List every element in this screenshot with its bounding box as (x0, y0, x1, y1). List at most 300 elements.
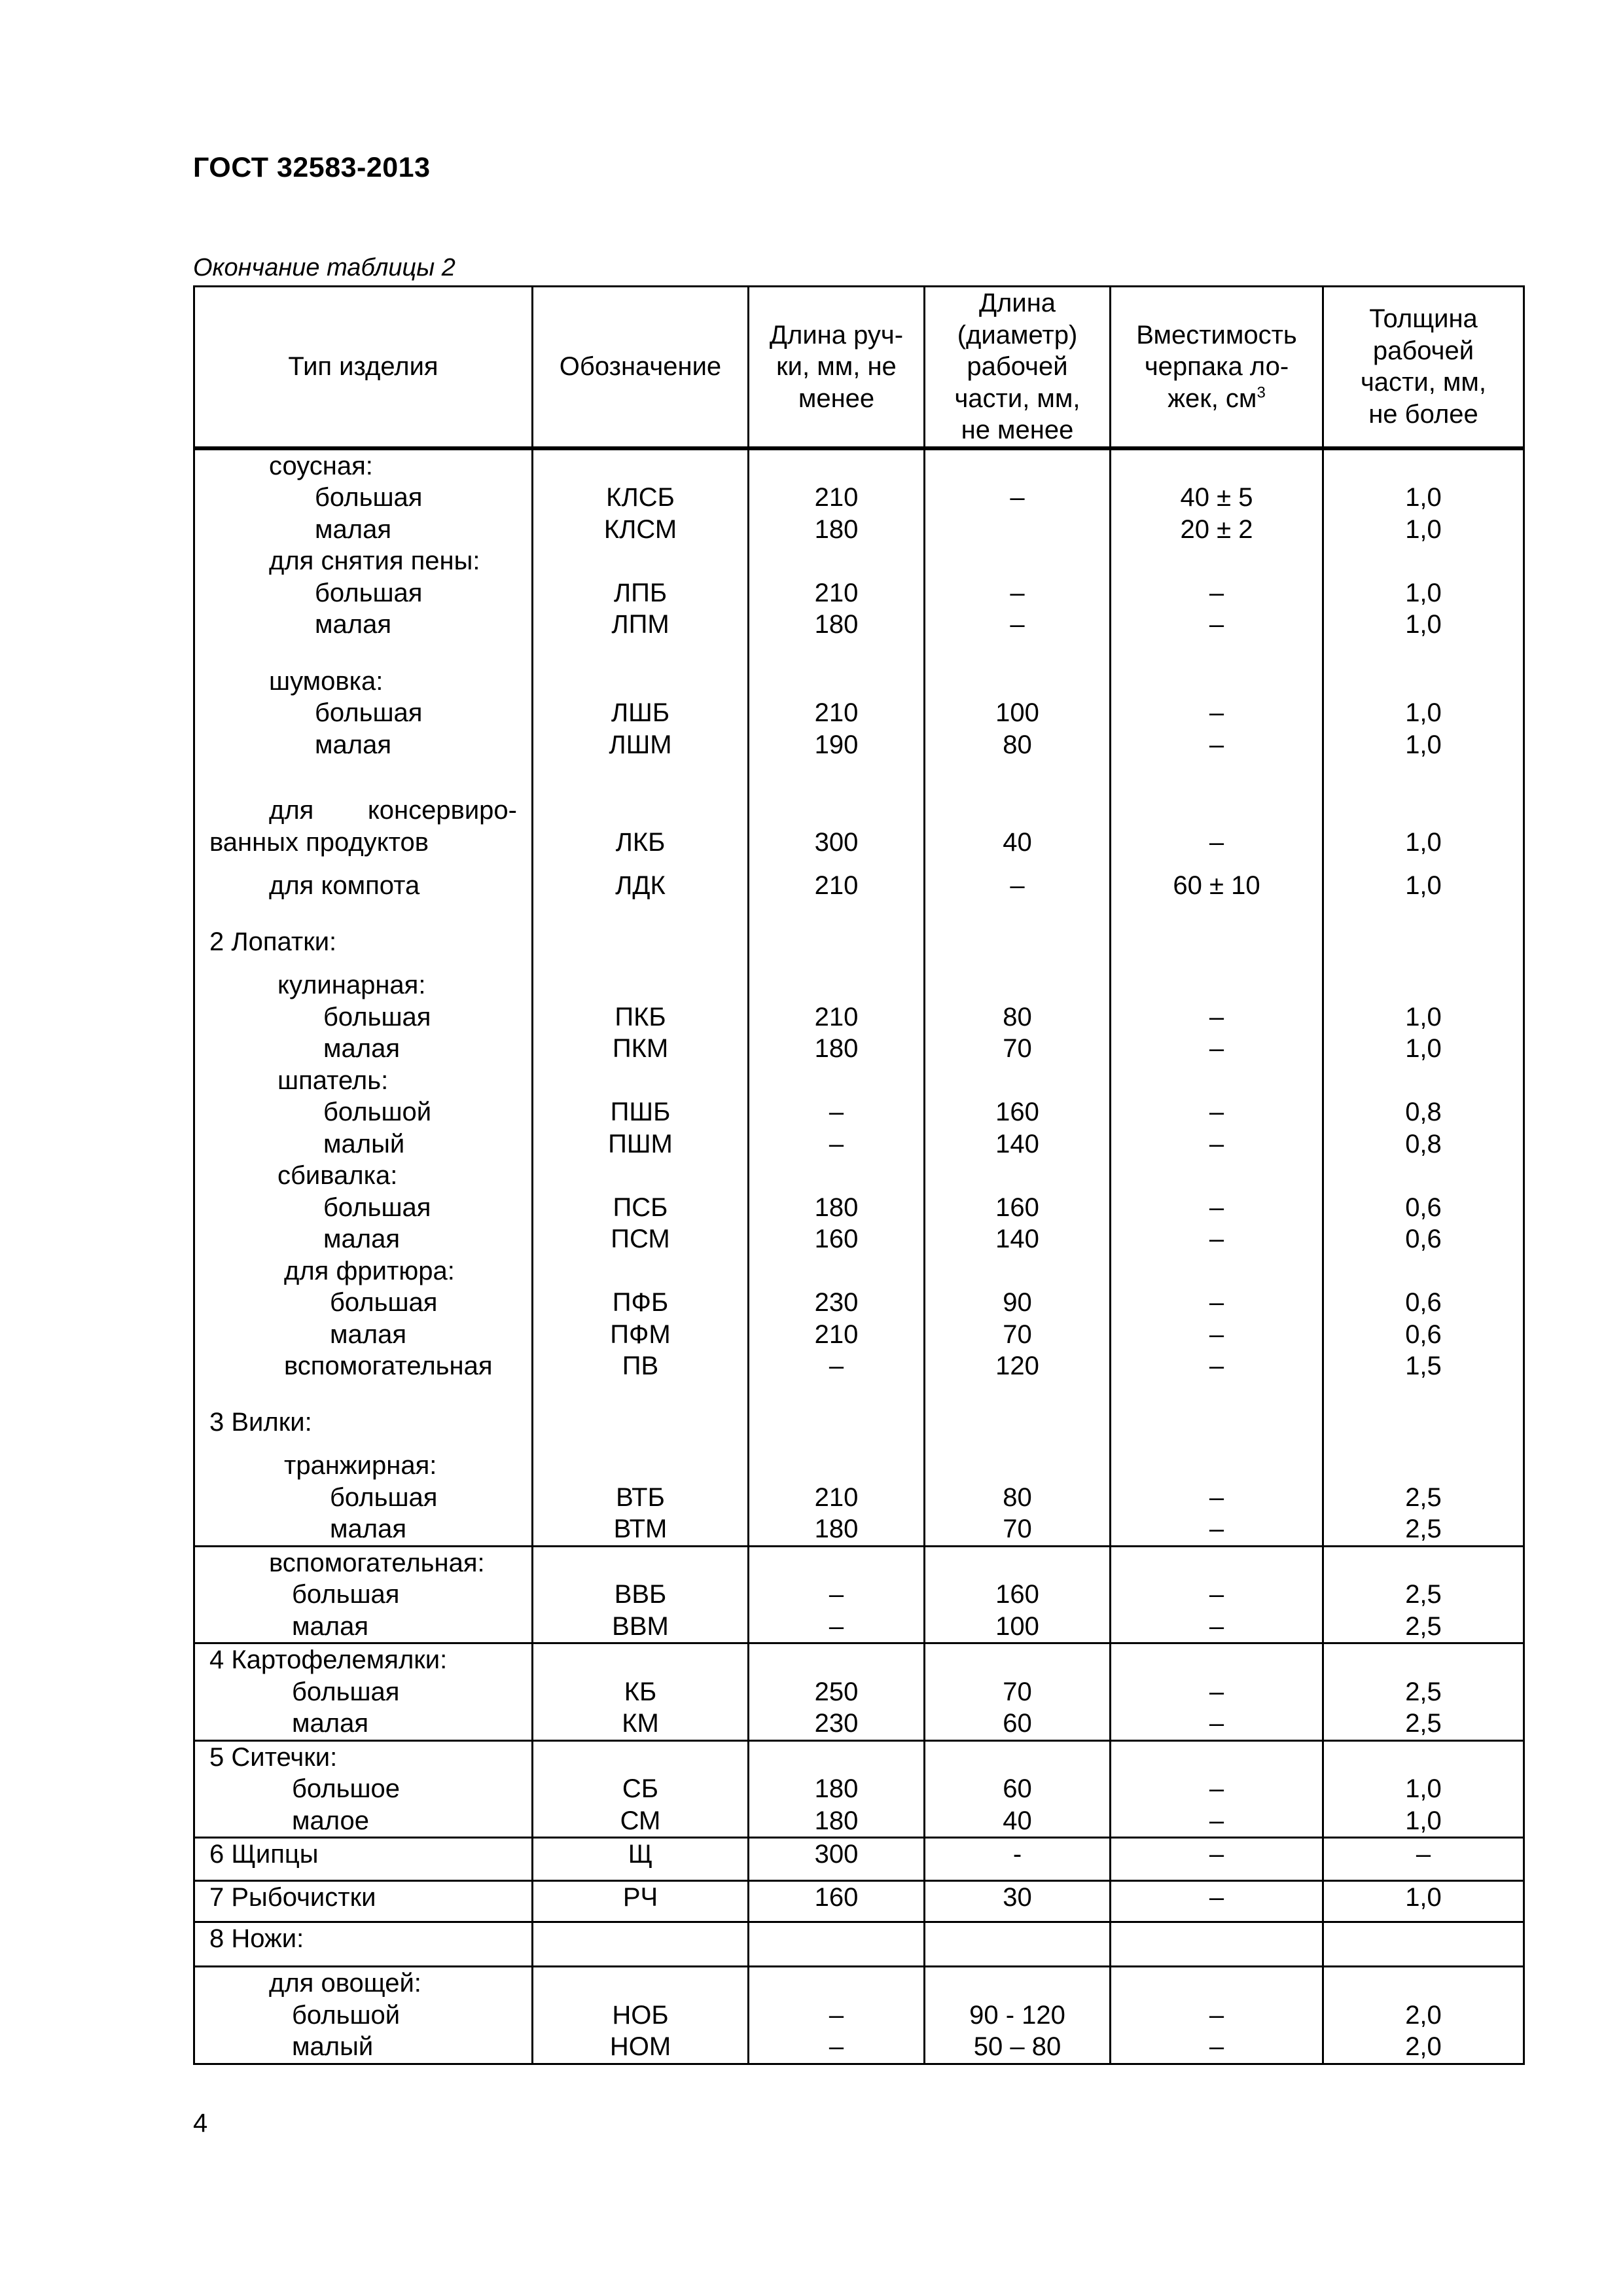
cell-work-length (925, 1740, 1111, 1838)
cell-line: – (829, 2032, 844, 2061)
cell-line: – (1010, 578, 1025, 607)
cell-line: 1,0 (1405, 698, 1442, 727)
table-row-block-4 (194, 1740, 1524, 1838)
cell-line (1324, 545, 1523, 577)
cell-codes (533, 1740, 749, 1838)
cell-line (749, 1407, 923, 1439)
cell-line (533, 926, 747, 958)
cell-line (925, 1644, 1109, 1676)
cell-line: части, мм, (954, 384, 1080, 413)
cell-line: 90 - 120 (969, 2000, 1065, 2030)
cell-line (749, 545, 923, 577)
spacer (1111, 761, 1322, 795)
cell-line: – (1010, 483, 1025, 512)
header-type: Тип изделия (194, 287, 533, 448)
cell-line (533, 1742, 747, 1774)
spacer (195, 958, 531, 969)
spacer (1111, 958, 1322, 969)
cell-handle-length (749, 1643, 925, 1741)
cell-line: – (829, 2000, 844, 2030)
cell-line: 160 (814, 1883, 859, 1912)
cell-handle-length (749, 1881, 925, 1922)
cell-handle-length (749, 1546, 925, 1643)
cell-line: 1,0 (1405, 871, 1442, 900)
cell-line: 7 Рыбочистки (209, 1883, 376, 1912)
cell-line: ПШМ (608, 1129, 673, 1158)
cell-work-length (925, 1967, 1111, 2064)
cell-line (1111, 545, 1322, 577)
cell-line (749, 666, 923, 698)
cell-line: 210 (814, 483, 859, 512)
cell-line: 160 (995, 1580, 1039, 1609)
cell-line: малая (323, 1225, 400, 1253)
spacer (195, 1382, 531, 1407)
spacer (1324, 858, 1523, 870)
table-header-row (194, 287, 1524, 448)
cell-line (1324, 1644, 1523, 1676)
cell-type (194, 1967, 533, 2064)
cell-line: малая (315, 514, 391, 544)
cell-line: 160 (995, 1193, 1039, 1222)
cell-line: 70 (1003, 1034, 1032, 1063)
cell-line: 140 (995, 1129, 1039, 1158)
cell-line: – (1209, 1352, 1224, 1380)
spacer (925, 902, 1109, 926)
cell-line: 180 (814, 1774, 859, 1803)
cell-thickness (1323, 1838, 1524, 1881)
cell-line: для овощей: (269, 1969, 421, 1998)
cell-line: рабочей (1372, 336, 1474, 365)
cell-line: – (1209, 1098, 1224, 1126)
cell-line: 0,8 (1405, 1098, 1442, 1126)
cell-line: вспомогательная (284, 1352, 493, 1380)
cell-work-length (925, 1643, 1111, 1741)
cell-line (925, 450, 1109, 482)
cell-type (194, 448, 533, 1547)
cell-line: для консервиро- (269, 796, 517, 825)
cell-handle-length (749, 1967, 925, 2064)
cell-line: для снятия пены: (269, 547, 480, 575)
cell-line: – (1209, 1482, 1224, 1512)
cell-line: 70 (1003, 1319, 1032, 1349)
cell-line (749, 969, 923, 1001)
cell-line: 2,5 (1405, 1482, 1442, 1512)
cell-capacity (1111, 1838, 1323, 1881)
cell-line (533, 1547, 747, 1579)
cell-work-length (925, 1881, 1111, 1922)
cell-line: малая (323, 1034, 400, 1063)
cell-line: ВТБ (616, 1482, 665, 1512)
cell-line (925, 1742, 1109, 1774)
cell-line (1111, 450, 1322, 482)
cell-line: 6 Щипцы (209, 1840, 319, 1869)
cell-work-length (925, 1922, 1111, 1967)
cell-line: – (1209, 1709, 1224, 1738)
cell-line: большая (323, 1002, 431, 1031)
cell-line: 60 (1003, 1709, 1032, 1738)
spacer (1111, 858, 1322, 870)
spacer (925, 761, 1109, 795)
cell-line: ПШБ (610, 1098, 671, 1126)
cell-line: – (1209, 2032, 1224, 2061)
cell-line (925, 1407, 1109, 1439)
cell-thickness (1323, 1967, 1524, 2064)
cell-line: – (1209, 610, 1224, 639)
cell-line: ЛШМ (609, 730, 672, 759)
cell-handle-length (749, 1740, 925, 1838)
cell-line: – (1010, 871, 1025, 900)
cell-line: 1,5 (1405, 1352, 1442, 1380)
cell-line: 210 (814, 1482, 859, 1512)
spacer (925, 958, 1109, 969)
spacer (925, 858, 1109, 870)
cell-line: ЛДК (615, 871, 666, 900)
cell-line: ки, мм, не (776, 352, 897, 381)
cell-line: 8 Ножи: (209, 1924, 304, 1953)
cell-type (194, 1546, 533, 1643)
cell-line: – (829, 1580, 844, 1609)
cell-line: 2,0 (1405, 2000, 1442, 2030)
cell-line (1324, 969, 1523, 1001)
cell-line: для компота (269, 871, 420, 900)
spacer (1324, 641, 1523, 666)
cell-line (1324, 1407, 1523, 1439)
cell-line: – (1209, 698, 1224, 727)
cell-line (1324, 666, 1523, 698)
cell-line (1324, 1742, 1523, 1774)
cell-line (925, 1065, 1109, 1097)
cell-line (533, 450, 747, 482)
cell-line: ЛШБ (611, 698, 670, 727)
cell-line (1324, 1160, 1523, 1192)
spacer (1111, 1438, 1322, 1450)
cell-line: ПСБ (613, 1193, 668, 1222)
cell-line: 40 (1003, 827, 1032, 857)
cell-codes (533, 1967, 749, 2064)
cell-capacity (1111, 1922, 1323, 1967)
cell-line: малый (292, 2032, 374, 2061)
cell-line: 0,6 (1405, 1319, 1442, 1349)
header-code: Обозначение (533, 287, 749, 448)
cell-line: – (1209, 1319, 1224, 1349)
cell-line: малая (330, 1319, 406, 1349)
cell-work-length (925, 1838, 1111, 1881)
table-row-block-2 (194, 1546, 1524, 1643)
cell-line: транжирная: (284, 1451, 437, 1480)
cell-line: 1,0 (1405, 1774, 1442, 1803)
cell-capacity (1111, 1967, 1323, 2064)
cell-line (533, 1450, 747, 1482)
cell-line: 210 (814, 871, 859, 900)
cell-line: 2,5 (1405, 1677, 1442, 1706)
cubic-superscript: 3 (1257, 384, 1266, 402)
cell-line: шумовка: (269, 666, 383, 696)
cell-line: – (1209, 1034, 1224, 1063)
cell-line: 2,0 (1405, 2032, 1442, 2061)
spacer (533, 1382, 747, 1407)
spacer (195, 902, 531, 926)
cell-line: 250 (814, 1677, 859, 1706)
spacer (1324, 902, 1523, 926)
cell-line: малая (315, 730, 391, 759)
cell-line (925, 1255, 1109, 1287)
cell-capacity (1111, 448, 1323, 1547)
cell-line: малая (292, 1611, 368, 1641)
cell-line: 100 (995, 698, 1039, 727)
cell-line: ПВ (622, 1352, 659, 1380)
header-handle-length (749, 287, 925, 448)
cell-line (1111, 1450, 1322, 1482)
cell-line: – (829, 1098, 844, 1126)
cell-line (533, 1644, 747, 1676)
cell-capacity (1111, 1740, 1323, 1838)
cell-line: 0,6 (1405, 1288, 1442, 1317)
cell-line: 0,6 (1405, 1193, 1442, 1222)
cell-line (1111, 969, 1322, 1001)
cell-line (1111, 795, 1322, 827)
cell-line: 60 (1003, 1774, 1032, 1803)
cell-line (1324, 1967, 1523, 2000)
cell-line: 30 (1003, 1883, 1032, 1912)
cell-line: – (1209, 1225, 1224, 1253)
cell-line (533, 969, 747, 1001)
cell-line: – (1209, 1611, 1224, 1641)
cell-line: 70 (1003, 1515, 1032, 1543)
cell-line (925, 969, 1109, 1001)
cell-line (749, 795, 923, 827)
table-row-block-6 (194, 1881, 1524, 1922)
cell-line (925, 1450, 1109, 1482)
cell-line (749, 1450, 923, 1482)
spacer (533, 641, 747, 666)
cell-line (1111, 1407, 1322, 1439)
cell-line: большая (315, 483, 423, 512)
spacer (749, 858, 923, 870)
cell-capacity (1111, 1643, 1323, 1741)
cell-line: СМ (620, 1806, 661, 1835)
cell-line: 2,5 (1405, 1580, 1442, 1609)
cell-line (533, 1407, 747, 1439)
table-row-block-3 (194, 1643, 1524, 1741)
cell-line: ЛПБ (613, 578, 668, 607)
cell-line: КБ (624, 1677, 657, 1706)
cell-line (533, 1255, 747, 1287)
cell-line: большая (315, 698, 423, 727)
cell-line: Толщина (1369, 304, 1478, 334)
cell-line: шпатель: (277, 1066, 389, 1095)
spacer (533, 1438, 747, 1450)
cell-line: – (1209, 1129, 1224, 1158)
cell-type (194, 1740, 533, 1838)
cell-line: 1,0 (1405, 483, 1442, 512)
spacer (749, 1438, 923, 1450)
cell-thickness (1323, 1922, 1524, 1967)
cell-line: – (1209, 1774, 1224, 1803)
cell-line: ВВБ (614, 1580, 667, 1609)
cell-line: – (829, 1611, 844, 1641)
cell-line: 230 (814, 1288, 859, 1317)
cell-line: 160 (814, 1225, 859, 1253)
spacer (533, 858, 747, 870)
group-label-lopatki: 2 Лопатки: (209, 927, 337, 956)
spacer (925, 1382, 1109, 1407)
cell-line (1324, 795, 1523, 827)
spacer (1324, 761, 1523, 795)
cell-line: 210 (814, 698, 859, 727)
table-row-block-5 (194, 1838, 1524, 1881)
cell-line: 5 Ситечки: (209, 1742, 338, 1772)
cell-line (925, 666, 1109, 698)
cell-line: – (1209, 1002, 1224, 1031)
cell-handle-length (749, 1922, 925, 1967)
cell-line: ПСМ (611, 1225, 670, 1253)
cell-line (1111, 666, 1322, 698)
spacer (1324, 958, 1523, 969)
cell-line: большая (292, 1677, 400, 1706)
cell-line: 1,0 (1405, 730, 1442, 759)
cell-line (1324, 1450, 1523, 1482)
cell-type (194, 1922, 533, 1967)
cell-line: большая (315, 578, 423, 607)
spacer (749, 1382, 923, 1407)
cell-line: ЛКБ (615, 827, 666, 857)
cell-line: кулинарная: (277, 971, 426, 999)
spacer (749, 641, 923, 666)
cell-line: – (1209, 1515, 1224, 1543)
cell-line: большое (292, 1774, 401, 1803)
spacer (1111, 1382, 1322, 1407)
cell-line (749, 1065, 923, 1097)
cell-line: 0,6 (1405, 1225, 1442, 1253)
cell-line (749, 1644, 923, 1676)
cell-line: – (1209, 1840, 1224, 1869)
cell-line: ПФМ (610, 1319, 671, 1349)
cell-line: 180 (814, 1193, 859, 1222)
cell-line: малая (330, 1515, 406, 1543)
cell-type (194, 1881, 533, 1922)
cell-line: 180 (814, 514, 859, 544)
spacer (533, 761, 747, 795)
cell-line: не более (1368, 399, 1478, 429)
cell-line: (диаметр) (957, 320, 1078, 350)
cell-line (1324, 1547, 1523, 1579)
spacer (749, 761, 923, 795)
spacer (195, 858, 531, 870)
cell-line: КЛСМ (603, 514, 677, 544)
cell-line: 40 (1003, 1806, 1032, 1835)
cell-line: ванных продуктов (209, 827, 429, 857)
product-spec-table (193, 285, 1525, 2065)
cell-line: 190 (814, 730, 859, 759)
cell-line: 100 (995, 1611, 1039, 1641)
cell-line: 1,0 (1405, 578, 1442, 607)
cell-line (1111, 1967, 1322, 2000)
spacer (533, 958, 747, 969)
cell-line: ПКМ (612, 1034, 669, 1063)
cell-line: не менее (961, 416, 1074, 444)
cell-work-length (925, 1546, 1111, 1643)
cell-line: менее (798, 384, 875, 413)
cell-line (925, 1547, 1109, 1579)
spacer (925, 1438, 1109, 1450)
cell-line (925, 1160, 1109, 1192)
cell-line: 1,0 (1405, 1002, 1442, 1031)
cell-line: большая (330, 1288, 438, 1317)
cell-line: для фритюра: (284, 1256, 455, 1285)
cell-line: – (1209, 1883, 1224, 1912)
cell-type (194, 1838, 533, 1881)
cell-line: Длина руч- (769, 320, 904, 350)
cell-line: – (1010, 610, 1025, 639)
cell-line: 60 ± 10 (1173, 871, 1260, 900)
cell-line: Щ (628, 1840, 653, 1869)
cell-line: 2,5 (1405, 1515, 1442, 1543)
cell-line: сбивалка: (277, 1161, 398, 1190)
cell-codes (533, 1922, 749, 1967)
cell-line: – (1416, 1840, 1431, 1869)
cell-line: – (1209, 1288, 1224, 1317)
spacer (1324, 1382, 1523, 1407)
cell-work-length (925, 448, 1111, 1547)
cell-line: 210 (814, 1319, 859, 1349)
cell-line: ВВМ (612, 1611, 669, 1641)
table-caption: Окончание таблицы 2 (193, 254, 455, 281)
cell-line: Длина (978, 289, 1056, 317)
header-capacity (1111, 287, 1323, 448)
cell-line (533, 666, 747, 698)
cell-line (1111, 1742, 1322, 1774)
spacer (925, 641, 1109, 666)
cell-line: 210 (814, 1002, 859, 1031)
spacer (195, 641, 531, 666)
cell-line (925, 795, 1109, 827)
cell-line (533, 1967, 747, 2000)
cell-capacity (1111, 1881, 1323, 1922)
cell-line: рабочей (967, 352, 1068, 381)
cell-handle-length (749, 1838, 925, 1881)
cell-line (925, 514, 1109, 546)
cell-line: Вместимость (1136, 320, 1297, 350)
cell-line: 90 (1003, 1288, 1032, 1317)
table-row-block-8 (194, 1967, 1524, 2064)
cell-line (749, 926, 923, 958)
cell-line: жек, $см^3$ (1168, 384, 1266, 413)
cell-thickness (1323, 1881, 1524, 1922)
cell-line: соусная: (269, 451, 373, 480)
cell-line: 1,0 (1405, 1034, 1442, 1063)
cell-line: 50 – 80 (973, 2032, 1061, 2061)
cell-line: 80 (1003, 1482, 1032, 1512)
spacer (1111, 641, 1322, 666)
cell-line: – (829, 1352, 844, 1380)
cell-line: 180 (814, 1515, 859, 1543)
cell-line: – (1209, 1677, 1224, 1706)
cell-line (749, 1967, 923, 2000)
cell-line: малая (292, 1709, 368, 1738)
cell-line: 180 (814, 1806, 859, 1835)
cell-line (533, 1065, 747, 1097)
cell-handle-length (749, 448, 925, 1547)
header-thickness (1323, 287, 1524, 448)
cell-line: 120 (995, 1352, 1039, 1380)
spacer (749, 958, 923, 969)
spacer (195, 761, 531, 795)
cell-line (533, 795, 747, 827)
cell-line (1111, 926, 1322, 958)
document-header: ГОСТ 32583-2013 (193, 152, 431, 183)
cell-line (749, 1547, 923, 1579)
cell-capacity (1111, 1546, 1323, 1643)
